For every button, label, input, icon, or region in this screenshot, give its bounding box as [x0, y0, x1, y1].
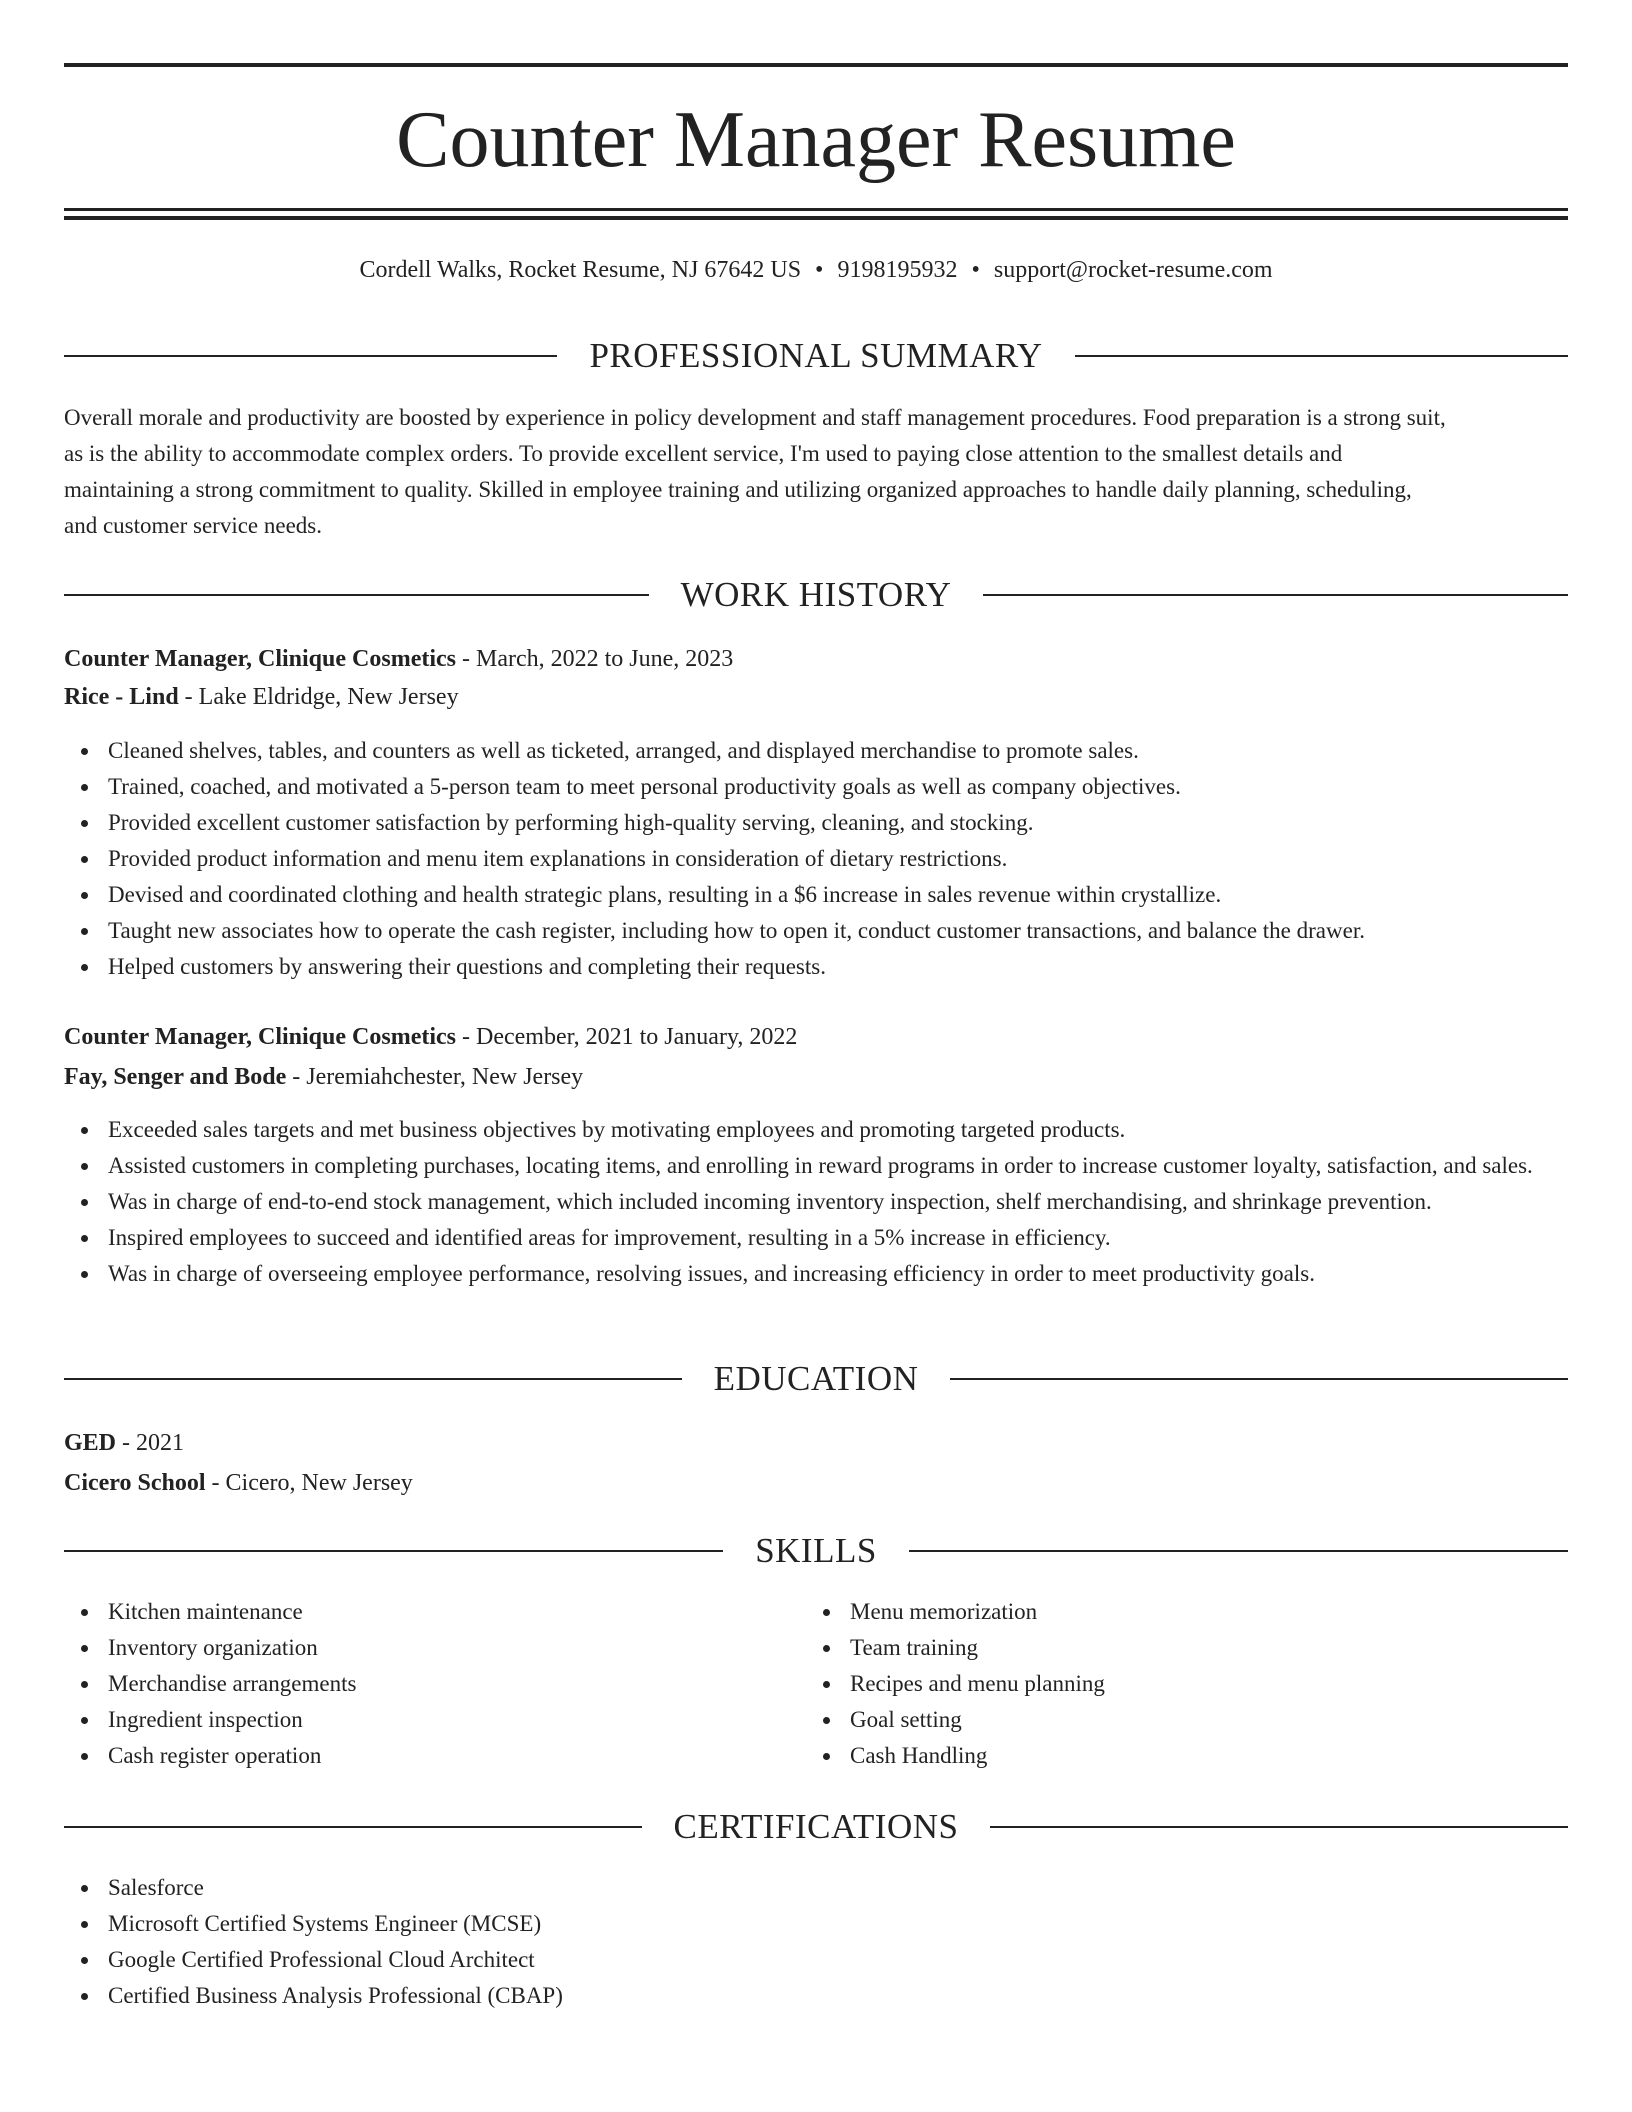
list-item: Taught new associates how to operate the cash register, including how to open it, conduct customer transactions, and balance the drawer.	[64, 913, 1568, 949]
list-item: Cleaned shelves, tables, and counters as well as ticketed, arranged, and displayed merchandise to promote sales.	[64, 733, 1568, 769]
section-title: WORK HISTORY	[680, 575, 952, 614]
list-item: Assisted customers in completing purchases, locating items, and enrolling in reward programs in order to increase customer loyalty, satisfaction, and sales.	[64, 1148, 1568, 1184]
contact-line	[64, 252, 1568, 288]
certification-item: Certified Business Analysis Professional (CBAP)	[64, 1978, 1568, 2014]
section-title: SKILLS	[755, 1531, 877, 1570]
contact-address: Cordell Walks, Rocket Resume, NJ 67642 US	[359, 257, 802, 283]
contact-phone: 9198195932	[837, 257, 958, 283]
skill-item: Goal setting	[806, 1702, 1632, 1738]
certifications-list	[64, 1870, 1568, 2014]
heading-rule	[990, 1826, 1568, 1828]
summary-line: Overall morale and productivity are boosted by experience in policy development and staff management procedures. Food preparation is a strong suit,	[64, 405, 1446, 430]
job-company-line	[64, 678, 1568, 716]
summary-line: as is the ability to accommodate complex orders. To provide excellent service, I'm used to paying close attention to the smallest details and	[64, 441, 1343, 466]
education-degree: GED	[64, 1430, 117, 1456]
job-title: Counter Manager, Clinique Cosmetics	[64, 1024, 456, 1050]
job-dates: - December, 2021 to January, 2022	[456, 1024, 798, 1050]
heading-rule	[1075, 355, 1568, 357]
job-location: - Jeremiahchester, New Jersey	[286, 1064, 584, 1090]
skill-item: Kitchen maintenance	[64, 1594, 1568, 1630]
job-title-line	[64, 1018, 1568, 1056]
section-heading-education	[64, 1355, 1568, 1403]
summary-line: maintaining a strong commitment to quality. Skilled in employee training and utilizing organized approaches to handle daily planning, scheduling,	[64, 477, 1412, 502]
section-title: EDUCATION	[713, 1359, 919, 1398]
job-bullets	[64, 1112, 1568, 1292]
skill-item: Cash Handling	[806, 1738, 1632, 1774]
job-dates: - March, 2022 to June, 2023	[456, 646, 734, 672]
section-heading-certifications	[64, 1803, 1568, 1851]
certification-item: Google Certified Professional Cloud Architect	[64, 1942, 1568, 1978]
job-company: Fay, Senger and Bode	[64, 1064, 287, 1090]
contact-separator: •	[815, 257, 824, 283]
heading-rule	[909, 1550, 1568, 1552]
education-degree-line	[64, 1424, 1568, 1462]
section-title: PROFESSIONAL SUMMARY	[589, 336, 1043, 375]
skill-item: Menu memorization	[806, 1594, 1632, 1630]
list-item: Was in charge of end-to-end stock management, which included incoming inventory inspection, shelf merchandising, and shrinkage prevention.	[64, 1184, 1568, 1220]
skill-item: Team training	[806, 1630, 1632, 1666]
skills-list-right	[806, 1594, 1632, 1774]
skill-item: Ingredient inspection	[64, 1702, 1568, 1738]
title-rule-upper	[64, 208, 1568, 211]
list-item: Provided excellent customer satisfaction by performing high-quality serving, cleaning, and stocking.	[64, 805, 1568, 841]
heading-rule	[64, 1550, 723, 1552]
list-item: Exceeded sales targets and met business objectives by motivating employees and promoting targeted products.	[64, 1112, 1568, 1148]
heading-rule	[983, 594, 1568, 596]
section-heading-summary	[64, 332, 1568, 380]
job-bullets	[64, 733, 1568, 985]
summary-line: and customer service needs.	[64, 513, 323, 538]
title-rule-lower	[64, 216, 1568, 220]
job-title-line	[64, 640, 1568, 678]
page-title: Counter Manager Resume	[396, 96, 1236, 184]
job-location: - Lake Eldridge, New Jersey	[178, 684, 459, 710]
contact-email: support@rocket-resume.com	[993, 257, 1273, 283]
skill-item: Merchandise arrangements	[64, 1666, 1568, 1702]
section-heading-work	[64, 571, 1568, 619]
list-item: Inspired employees to succeed and identified areas for improvement, resulting in a 5% increase in efficiency.	[64, 1220, 1568, 1256]
summary-text	[64, 400, 1568, 544]
heading-rule	[64, 355, 557, 357]
list-item: Helped customers by answering their questions and completing their requests.	[64, 949, 1568, 985]
education-location: - Cicero, New Jersey	[205, 1470, 413, 1496]
education-school-line	[64, 1464, 1568, 1502]
certification-item: Microsoft Certified Systems Engineer (MCSE)	[64, 1906, 1568, 1942]
heading-rule	[64, 1378, 682, 1380]
job-company-line	[64, 1058, 1568, 1096]
section-heading-skills	[64, 1527, 1568, 1575]
heading-rule	[950, 1378, 1568, 1380]
heading-rule	[64, 1826, 642, 1828]
skill-item: Cash register operation	[64, 1738, 1568, 1774]
skill-item: Inventory organization	[64, 1630, 1568, 1666]
list-item: Trained, coached, and motivated a 5-person team to meet personal productivity goals as well as company objectives.	[64, 769, 1568, 805]
section-title: CERTIFICATIONS	[673, 1807, 959, 1846]
education-year: - 2021	[116, 1430, 185, 1456]
job-company: Rice - Lind	[64, 684, 179, 710]
skill-item: Recipes and menu planning	[806, 1666, 1632, 1702]
list-item: Provided product information and menu item explanations in consideration of dietary restrictions.	[64, 841, 1568, 877]
education-school: Cicero School	[64, 1470, 206, 1496]
list-item: Was in charge of overseeing employee performance, resolving issues, and increasing efficiency in order to meet productivity goals.	[64, 1256, 1568, 1292]
contact-separator: •	[971, 257, 980, 283]
heading-rule	[64, 594, 649, 596]
certification-item: Salesforce	[64, 1870, 1568, 1906]
top-rule	[64, 63, 1568, 67]
list-item: Devised and coordinated clothing and health strategic plans, resulting in a $6 increase in sales revenue within crystallize.	[64, 877, 1568, 913]
job-title: Counter Manager, Clinique Cosmetics	[64, 646, 456, 672]
